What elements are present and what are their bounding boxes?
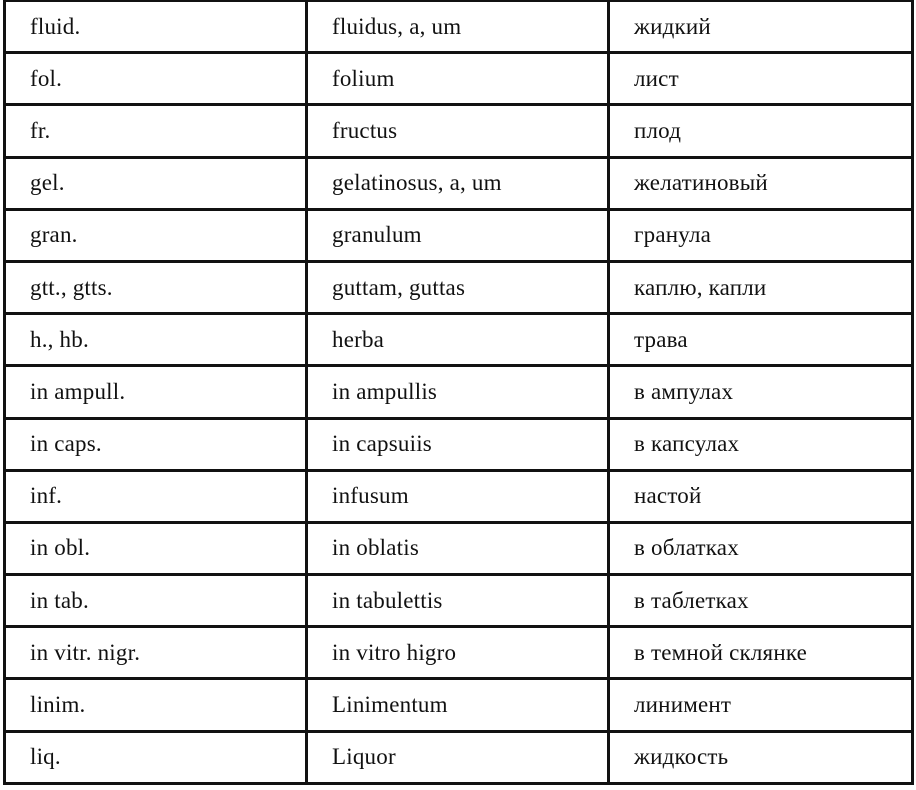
table-row [5, 105, 913, 157]
latin-term-cell: Linimentum [307, 679, 609, 731]
russian-translation-cell: жидкость [609, 731, 913, 783]
table-row [5, 209, 913, 261]
abbreviation-cell: gran. [5, 209, 307, 261]
russian-translation-cell: жидкий [609, 1, 913, 53]
abbreviation-cell: in obl. [5, 522, 307, 574]
russian-translation-cell: в облатках [609, 522, 913, 574]
latin-term-cell: folium [307, 53, 609, 105]
latin-term-cell: in capsuiis [307, 418, 609, 470]
abbreviation-cell: in vitr. nigr. [5, 627, 307, 679]
abbreviation-cell: in tab. [5, 575, 307, 627]
abbreviation-cell: in caps. [5, 418, 307, 470]
russian-translation-cell: в капсулах [609, 418, 913, 470]
russian-translation-cell: гранула [609, 209, 913, 261]
abbreviation-cell: fr. [5, 105, 307, 157]
table-row [5, 418, 913, 470]
abbreviation-cell: gel. [5, 157, 307, 209]
table-row [5, 522, 913, 574]
russian-translation-cell: каплю, капли [609, 261, 913, 313]
russian-translation-cell: настой [609, 470, 913, 522]
russian-translation-cell: желатиновый [609, 157, 913, 209]
table-row [5, 575, 913, 627]
table-body [5, 1, 913, 784]
latin-term-cell: gelatinosus, a, um [307, 157, 609, 209]
latin-term-cell: granulum [307, 209, 609, 261]
latin-term-cell: guttam, guttas [307, 261, 609, 313]
abbreviation-cell: fluid. [5, 1, 307, 53]
abbreviation-cell: in ampull. [5, 366, 307, 418]
abbreviation-cell: linim. [5, 679, 307, 731]
russian-translation-cell: линимент [609, 679, 913, 731]
abbreviation-cell: gtt., gtts. [5, 261, 307, 313]
latin-term-cell: in ampullis [307, 366, 609, 418]
latin-term-cell: Liquor [307, 731, 609, 783]
table-row [5, 1, 913, 53]
table-row [5, 53, 913, 105]
table-row [5, 314, 913, 366]
latin-term-cell: in vitro higro [307, 627, 609, 679]
latin-term-cell: infusum [307, 470, 609, 522]
abbreviation-table [3, 0, 914, 785]
russian-translation-cell: в ампулах [609, 366, 913, 418]
russian-translation-cell: лист [609, 53, 913, 105]
russian-translation-cell: в таблетках [609, 575, 913, 627]
abbreviation-cell: liq. [5, 731, 307, 783]
table-row [5, 261, 913, 313]
abbreviation-cell: inf. [5, 470, 307, 522]
latin-term-cell: in oblatis [307, 522, 609, 574]
table-row [5, 627, 913, 679]
russian-translation-cell: трава [609, 314, 913, 366]
latin-term-cell: fructus [307, 105, 609, 157]
russian-translation-cell: плод [609, 105, 913, 157]
latin-term-cell: fluidus, a, um [307, 1, 609, 53]
russian-translation-cell: в темной склянке [609, 627, 913, 679]
latin-term-cell: in tabulettis [307, 575, 609, 627]
abbreviation-cell: h., hb. [5, 314, 307, 366]
table-row [5, 731, 913, 783]
abbreviation-cell: fol. [5, 53, 307, 105]
abbreviation-table-container [3, 0, 911, 785]
table-row [5, 157, 913, 209]
table-row [5, 679, 913, 731]
table-row [5, 470, 913, 522]
latin-term-cell: herba [307, 314, 609, 366]
table-row [5, 366, 913, 418]
